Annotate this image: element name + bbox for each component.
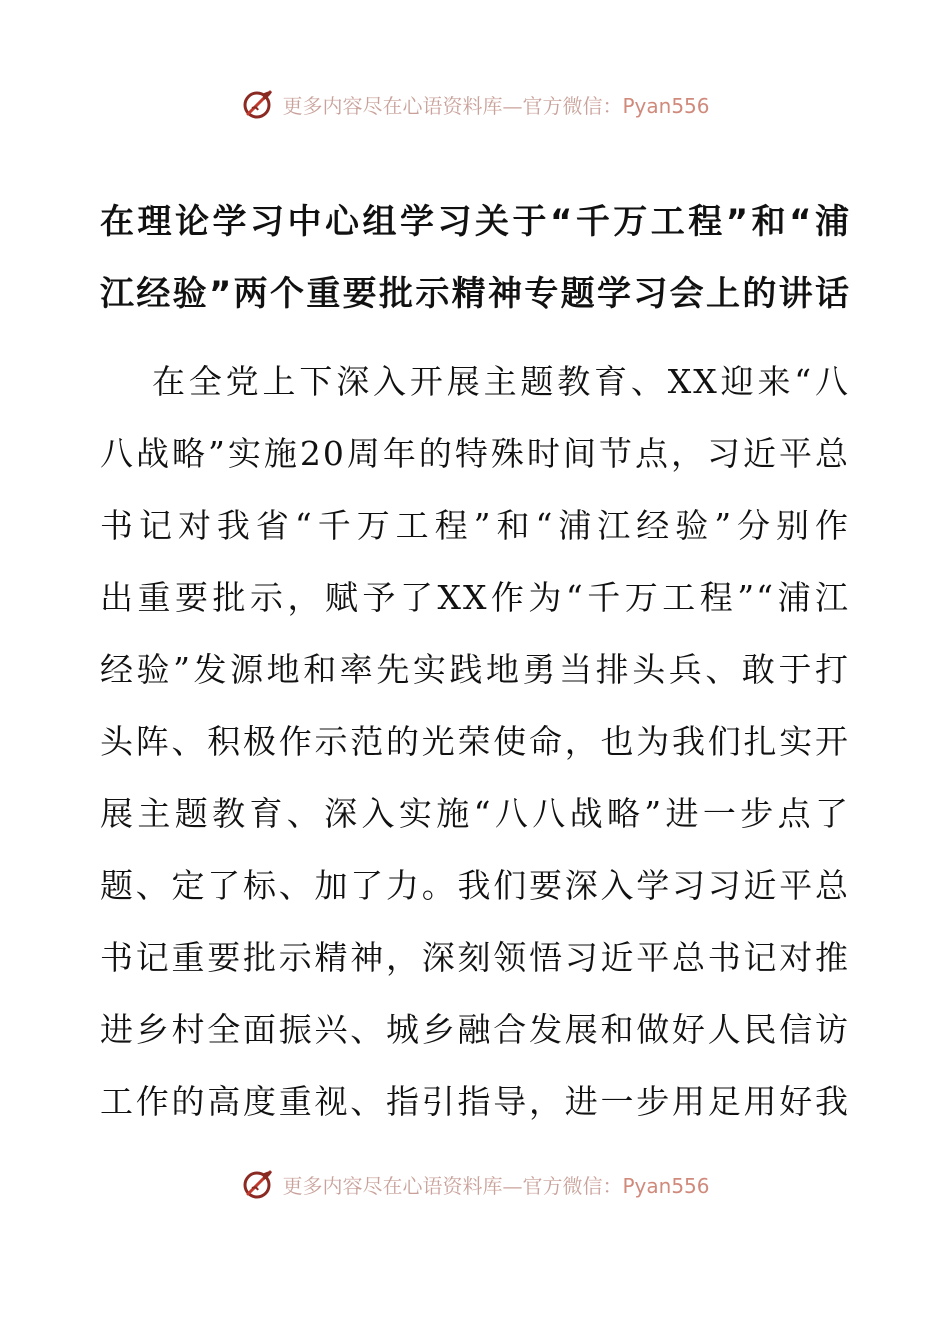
document-body <box>100 346 850 1138</box>
document-title <box>100 186 850 330</box>
watermark-cn-text: 更多内容尽在心语资料库—官方微信： <box>282 1173 623 1198</box>
watermark-banner-top <box>0 84 950 124</box>
watermark-wechat-id: Pyan556 <box>622 1173 710 1198</box>
body-line-6: 头阵、积极作示范的光荣使命，也为我们扎实开 <box>100 722 850 761</box>
watermark-cn-text: 更多内容尽在心语资料库—官方微信： <box>282 93 623 118</box>
body-line-3: 书记对我省“千万工程”和“浦江经验”分别作 <box>100 506 850 545</box>
quill-circle-logo-icon <box>240 86 276 122</box>
title-line-1: 在理论学习中心组学习关于“千万工程”和“浦 <box>100 202 850 242</box>
body-line-10: 进乡村全面振兴、城乡融合发展和做好人民信访 <box>100 1010 850 1049</box>
body-line-2: 八战略”实施20周年的特殊时间节点，习近平总 <box>100 434 850 473</box>
watermark-text <box>282 1170 709 1199</box>
body-line-8: 题、定了标、加了力。我们要深入学习习近平总 <box>100 866 850 905</box>
quill-circle-logo-icon <box>240 1166 276 1202</box>
body-line-9: 书记重要批示精神，深刻领悟习近平总书记对推 <box>100 938 850 977</box>
body-line-5: 经验”发源地和率先实践地勇当排头兵、敢于打 <box>100 650 850 689</box>
body-line-11: 工作的高度重视、指引指导，进一步用足用好我 <box>100 1082 850 1121</box>
watermark-text <box>282 90 709 119</box>
watermark-banner-bottom <box>0 1164 950 1204</box>
body-line-1: 在全党上下深入开展主题教育、XX迎来“八 <box>152 362 850 401</box>
body-line-4: 出重要批示，赋予了XX作为“千万工程”“浦江 <box>100 578 850 617</box>
body-line-7: 展主题教育、深入实施“八八战略”进一步点了 <box>100 794 850 833</box>
watermark-wechat-id: Pyan556 <box>622 93 710 118</box>
title-line-2: 江经验”两个重要批示精神专题学习会上的讲话 <box>100 274 850 314</box>
